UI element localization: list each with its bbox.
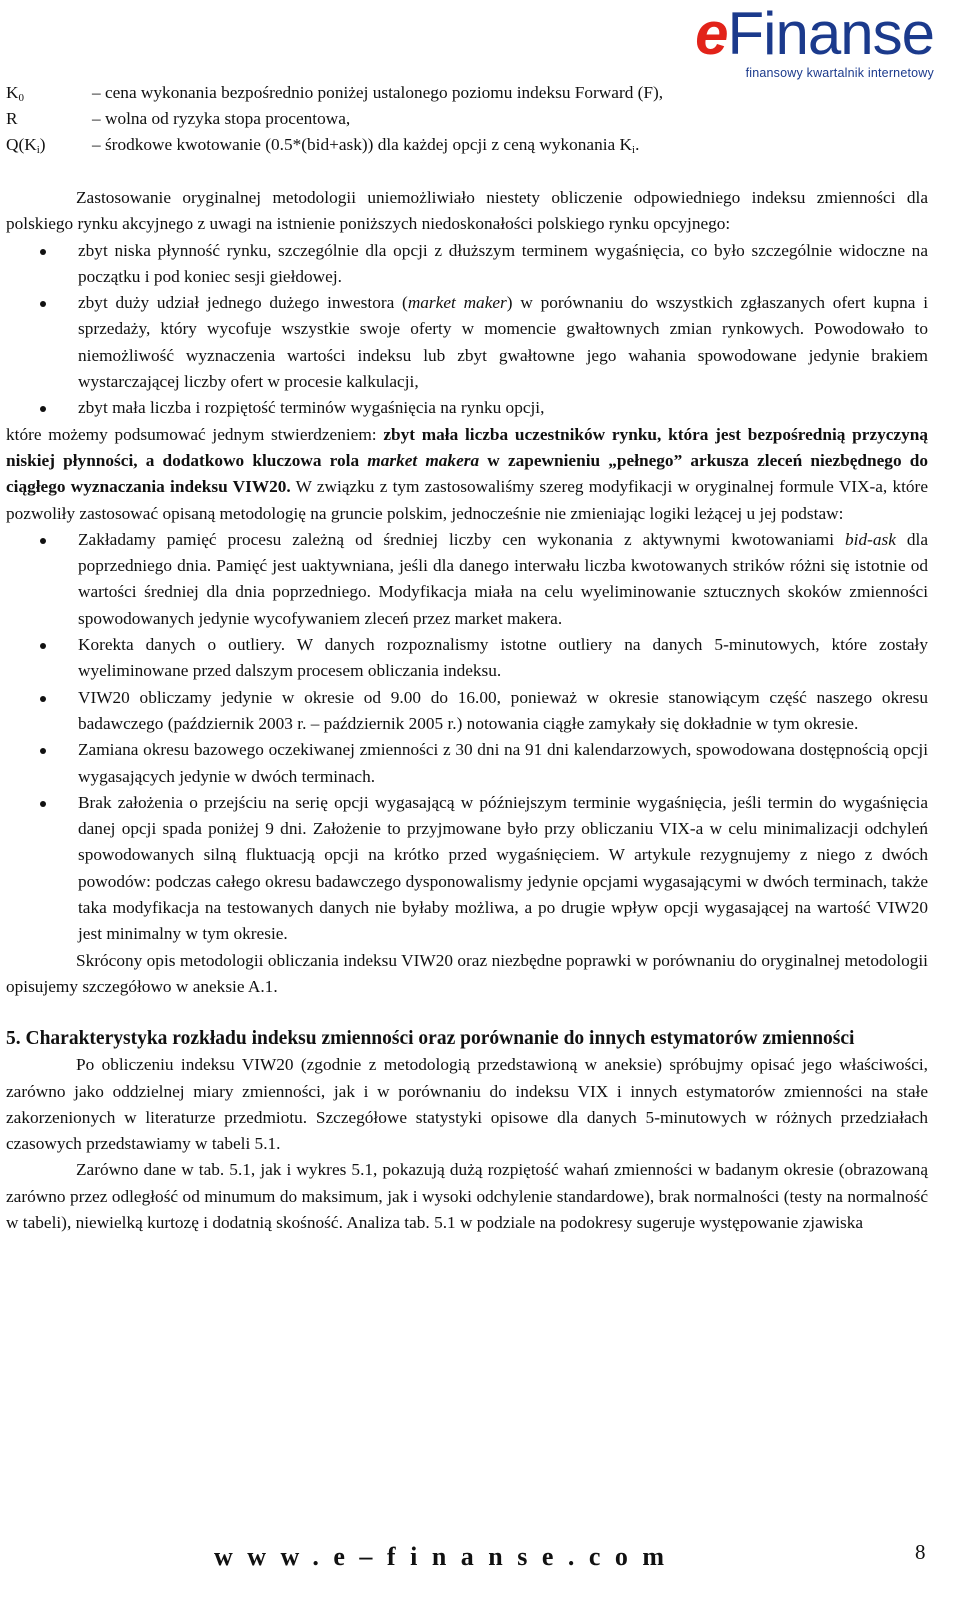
bullet-icon <box>40 696 46 702</box>
logo-wordmark <box>695 0 934 67</box>
footer-url: www.e–finanse.com <box>214 1542 679 1571</box>
efinanse-logo <box>695 0 934 80</box>
modifications-list <box>6 527 928 948</box>
definition-description: – cena wykonania bezpośrednio poniżej ustalonego poziomu indeksu Forward (F), <box>92 83 664 102</box>
logo-e: e <box>695 0 728 67</box>
section-paragraph: Zarówno dane w tab. 5.1, jak i wykres 5.1, pokazują dużą rozpiętość wahań zmienności w badanym okresie (obrazowaną zarówno przez odległość od minumum do maksimum, jak i wysoki odchylenie standardowe), brak normalności (testy na normalność w tabeli), niewielką kurtozę i dodatnią skośność. Analiza tab. 5.1 w podziale na podokresy sugeruje występowanie zjawiska <box>6 1160 928 1232</box>
summary-paragraph: które możemy podsumować jednym stwierdzeniem: zbyt mała liczba uczestników rynku, która jest bezpośrednią przyczyną niskiej płynności, a dodatkowo kluczowa rola market makera w zapewnieniu „pełnego” arkusza zleceń niezbędnego do ciągłego wyznaczania indeksu VIW20. W związku z tym zastosowaliśmy szereg modyfikacji w oryginalnej formule VIX-a, które pozwoliły zastosować opisaną metodologię na gruncie polskim, jednocześnie nie zmieniając logiki leżącej u jej podstaw: <box>6 424 929 523</box>
definitions-list <box>6 80 928 160</box>
list-item: Brak założenia o przejściu na serię opcji wygasającą w późniejszym terminie wygaśnięcia, jeśli termin do wygaśnięcia danej opcji spada poniżej 9 dni. Założenie to przyjmowane było przy obliczaniu VIX-a w celu minimalizacji odchyleń spowodowanych silną fluktuacją opcji na krótko przed wygaśnięciem. W artykule rezygnujemy z niego z dwóch powodów: podczas całego okresu badawczego dysponowalismy jedynie opcjami wygasającymi w dwóch terminach, także taka modyfikacja na testowanych danych nie byłaby możliwa, a po drugie wpływ opcji wygasającej na wartość VIW20 jest minimalny w tym okresie. <box>6 790 928 948</box>
definition-symbol: $K_0$ <box>6 83 24 104</box>
list-item: Zakładamy pamięć procesu zależną od średniej liczby cen wykonania z aktywnymi kwotowaniami bid-ask dla poprzedniego dnia. Pamięć jest uaktywniana, jeśli dla danego interwału liczba kwotowanych strików różni się istotnie od wartości średniej dla dnia poprzedniego. Modyfikacja miała na celu wyeliminowanie sztucznych skoków zmienności spowodowanych jedynie wycofywaniem zleceń przez market makera. <box>6 527 928 632</box>
section-paragraph: Po obliczeniu indeksu VIW20 (zgodnie z metodologią przedstawioną w aneksie) spróbujmy opisać jego właściwości, zarówno jako oddzielnej miary zmienności, jak i w porównaniu do indeksu VIX i innych estymatorów zmienności na stałe zakorzenionych w literaturze przedmiotu. Szczegółowe statystyki opisowe dla danych 5-minutowych w różnych przedziałach czasowych przedstawiamy w tabeli 5.1. <box>6 1055 928 1154</box>
closing-paragraph: Skrócony opis metodologii obliczania indeksu VIW20 oraz niezbędne poprawki w porównaniu do oryginalnej metodologii opisujemy szczegółowo w aneksie A.1. <box>6 950 928 996</box>
section-heading: 5. Charakterystyka rozkładu indeksu zmienności oraz porównanie do innych estymatorów zmienności <box>6 1028 855 1050</box>
bullet-icon <box>40 406 46 412</box>
bullet-icon <box>40 301 46 307</box>
page-number: 8 <box>915 1540 926 1564</box>
definition-symbol: R <box>6 109 18 128</box>
bullet-icon <box>40 748 46 754</box>
definition-description: – środkowe kwotowanie (0.5*(bid+ask)) dla każdej opcji z ceną wykonania $K_i$. <box>92 135 640 156</box>
bullet-icon <box>40 801 46 807</box>
definition-row <box>6 80 928 106</box>
list-item: VIW20 obliczamy jedynie w okresie od 9.00 do 16.00, ponieważ w okresie stanowiącym część naszego okresu badawczego (październik 2003 r. – październik 2005 r.) notowania ciągłe zamykały się dokładnie w tym okresie. <box>6 685 928 738</box>
definition-row <box>6 132 928 158</box>
definition-row <box>6 106 928 132</box>
list-item: Zamiana okresu bazowego oczekiwanej zmienności z 30 dni na 91 dni kalendarzowych, spowodowana dostępnością opcji wygasających jedynie w dwóch terminach. <box>6 737 928 790</box>
list-item: zbyt duży udział jednego dużego inwestora (market maker) w porównaniu do wszystkich zgłaszanych ofert kupna i sprzedaży, który wycofuje wszystkie swoje oferty w momencie gwałtownych zmian rynkowych. Powodowało to niemożliwość wyznaczenia wartości indeksu lub zbyt gwałtowne jego wahania spowodowane jedynie brakiem wystarczającej liczby ofert w procesie kalkulacji, <box>6 290 928 395</box>
document-body <box>6 80 928 1236</box>
bullet-icon <box>40 249 46 255</box>
list-item: zbyt niska płynność rynku, szczególnie dla opcji z dłuższym terminem wygaśnięcia, co było szczególnie widoczne na początku i pod koniec sesji giełdowej. <box>6 238 928 291</box>
list-item: zbyt mała liczba i rozpiętość terminów wygaśnięcia na rynku opcji, <box>6 395 928 421</box>
logo-tagline: finansowy kwartalnik internetowy <box>745 66 934 80</box>
list-item: Korekta danych o outliery. W danych rozpoznalismy istotne outliery na danych 5-minutowych, które zostały wyeliminowane przed dalszym procesem obliczania indeksu. <box>6 632 928 685</box>
imperfections-list <box>6 238 928 422</box>
intro-paragraph: Zastosowanie oryginalnej metodologii uniemożliwiało niestety obliczenie odpowiedniego indeksu zmienności dla polskiego rynku akcyjnego z uwagi na istnienie poniższych niedoskonałości polskiego rynku opcyjnego: <box>6 188 928 234</box>
definition-symbol: $Q(K_i)$ <box>6 135 46 156</box>
bullet-icon <box>40 538 46 544</box>
logo-finanse: Finanse <box>727 0 934 67</box>
bullet-icon <box>40 643 46 649</box>
definition-description: – wolna od ryzyka stopa procentowa, <box>92 109 351 128</box>
